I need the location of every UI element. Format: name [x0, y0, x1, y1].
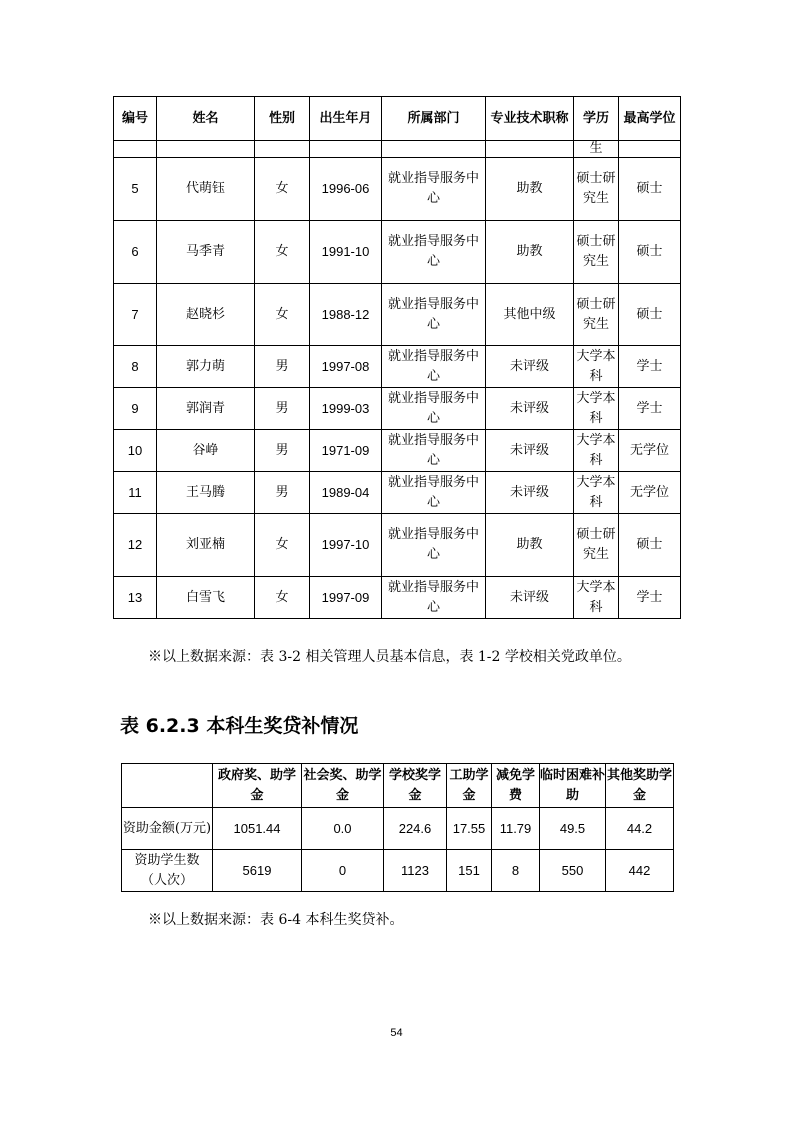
staff-cell: 硕士 — [619, 514, 681, 577]
staff-cell: 大学本科 — [574, 388, 619, 430]
table-row — [114, 472, 681, 514]
table-row — [114, 577, 681, 619]
aid-value-cell: 550 — [540, 850, 606, 892]
staff-cell — [114, 141, 157, 158]
staff-cell: 1999-03 — [310, 388, 382, 430]
staff-cell: 女 — [255, 284, 310, 346]
staff-cell: 硕士研究生 — [574, 284, 619, 346]
staff-cell: 9 — [114, 388, 157, 430]
aid-row-label: 资助学生数（人次） — [122, 850, 213, 892]
staff-cell: 代萌钰 — [157, 158, 255, 221]
staff-cell: 无学位 — [619, 430, 681, 472]
staff-cell: 13 — [114, 577, 157, 619]
staff-cell: 硕士 — [619, 284, 681, 346]
staff-cell: 就业指导服务中心 — [382, 346, 486, 388]
staff-cell: 马季青 — [157, 221, 255, 284]
staff-cell: 5 — [114, 158, 157, 221]
staff-cell: 1991-10 — [310, 221, 382, 284]
table-row-continued — [114, 141, 681, 158]
staff-cell — [619, 141, 681, 158]
table-row — [114, 158, 681, 221]
staff-cell: 大学本科 — [574, 346, 619, 388]
staff-cell: 学士 — [619, 346, 681, 388]
staff-header-cell: 最高学位 — [619, 97, 681, 141]
staff-cell: 1996-06 — [310, 158, 382, 221]
aid-header-cell: 临时困难补助 — [540, 764, 606, 808]
staff-cell: 1997-10 — [310, 514, 382, 577]
staff-cell: 学士 — [619, 388, 681, 430]
staff-cell: 男 — [255, 430, 310, 472]
staff-cell: 1971-09 — [310, 430, 382, 472]
staff-cell: 7 — [114, 284, 157, 346]
staff-cell: 就业指导服务中心 — [382, 158, 486, 221]
aid-header-cell: 社会奖、助学金 — [302, 764, 384, 808]
table-row — [114, 346, 681, 388]
aid-value-cell: 151 — [447, 850, 492, 892]
staff-header-cell: 姓名 — [157, 97, 255, 141]
aid-table — [121, 763, 674, 892]
staff-cell — [310, 141, 382, 158]
staff-cell: 硕士 — [619, 221, 681, 284]
staff-cell: 1988-12 — [310, 284, 382, 346]
staff-cell: 12 — [114, 514, 157, 577]
aid-value-cell: 49.5 — [540, 808, 606, 850]
staff-header-cell: 性别 — [255, 97, 310, 141]
staff-cell: 其他中级 — [486, 284, 574, 346]
staff-cell: 硕士 — [619, 158, 681, 221]
staff-cell: 大学本科 — [574, 430, 619, 472]
staff-cell: 未评级 — [486, 430, 574, 472]
table-row — [114, 514, 681, 577]
staff-cell: 11 — [114, 472, 157, 514]
staff-cell: 助教 — [486, 158, 574, 221]
page-number: 54 — [390, 1027, 403, 1039]
staff-cell: 8 — [114, 346, 157, 388]
aid-value-cell: 224.6 — [384, 808, 447, 850]
aid-header-cell: 减免学费 — [492, 764, 540, 808]
aid-value-cell: 1123 — [384, 850, 447, 892]
staff-cell: 就业指导服务中心 — [382, 221, 486, 284]
staff-cell: 就业指导服务中心 — [382, 577, 486, 619]
staff-cell: 1989-04 — [310, 472, 382, 514]
staff-cell: 就业指导服务中心 — [382, 430, 486, 472]
staff-cell: 硕士研究生 — [574, 221, 619, 284]
staff-cell: 谷峥 — [157, 430, 255, 472]
staff-cell: 助教 — [486, 221, 574, 284]
staff-cell: 就业指导服务中心 — [382, 472, 486, 514]
staff-cell: 10 — [114, 430, 157, 472]
staff-cell: 男 — [255, 346, 310, 388]
staff-header-cell: 编号 — [114, 97, 157, 141]
aid-value-cell: 5619 — [213, 850, 302, 892]
table-row — [122, 850, 674, 892]
staff-cell: 女 — [255, 158, 310, 221]
table-row — [114, 284, 681, 346]
staff-table — [113, 96, 681, 619]
table-row — [114, 388, 681, 430]
staff-cell: 未评级 — [486, 346, 574, 388]
staff-cell: 女 — [255, 577, 310, 619]
staff-cell: 就业指导服务中心 — [382, 388, 486, 430]
staff-cell — [255, 141, 310, 158]
aid-value-cell: 8 — [492, 850, 540, 892]
staff-cell: 男 — [255, 388, 310, 430]
staff-table-header-row — [114, 97, 681, 141]
staff-cell: 1997-08 — [310, 346, 382, 388]
source-note-1: ※以上数据来源：表 3-2 相关管理人员基本信息，表 1-2 学校相关党政单位。 — [148, 649, 631, 665]
staff-cell: 生 — [574, 141, 619, 158]
staff-cell: 王马腾 — [157, 472, 255, 514]
staff-cell: 未评级 — [486, 388, 574, 430]
staff-cell: 就业指导服务中心 — [382, 284, 486, 346]
staff-cell: 大学本科 — [574, 472, 619, 514]
table-row — [114, 221, 681, 284]
staff-header-cell: 学历 — [574, 97, 619, 141]
staff-cell: 硕士研究生 — [574, 158, 619, 221]
staff-header-cell: 专业技术职称 — [486, 97, 574, 141]
aid-row-label: 资助金额(万元) — [122, 808, 213, 850]
staff-cell: 就业指导服务中心 — [382, 514, 486, 577]
aid-value-cell: 11.79 — [492, 808, 540, 850]
staff-cell: 男 — [255, 472, 310, 514]
staff-cell: 白雪飞 — [157, 577, 255, 619]
staff-cell: 1997-09 — [310, 577, 382, 619]
staff-cell: 助教 — [486, 514, 574, 577]
aid-value-cell: 17.55 — [447, 808, 492, 850]
staff-cell: 未评级 — [486, 577, 574, 619]
table-row — [114, 430, 681, 472]
staff-cell: 无学位 — [619, 472, 681, 514]
staff-cell: 刘亚楠 — [157, 514, 255, 577]
aid-value-cell: 1051.44 — [213, 808, 302, 850]
staff-cell: 学士 — [619, 577, 681, 619]
staff-cell — [382, 141, 486, 158]
aid-header-cell: 其他奖助学金 — [606, 764, 674, 808]
staff-header-cell: 出生年月 — [310, 97, 382, 141]
staff-cell: 女 — [255, 221, 310, 284]
staff-cell: 大学本科 — [574, 577, 619, 619]
staff-cell: 硕士研究生 — [574, 514, 619, 577]
staff-cell: 郭润青 — [157, 388, 255, 430]
staff-cell: 女 — [255, 514, 310, 577]
staff-cell: 赵晓杉 — [157, 284, 255, 346]
source-note-2: ※以上数据来源：表 6-4 本科生奖贷补。 — [148, 912, 404, 928]
staff-cell: 6 — [114, 221, 157, 284]
aid-table-header-row — [122, 764, 674, 808]
aid-value-cell: 0 — [302, 850, 384, 892]
aid-header-cell: 政府奖、助学金 — [213, 764, 302, 808]
staff-header-cell: 所属部门 — [382, 97, 486, 141]
aid-value-cell: 442 — [606, 850, 674, 892]
staff-cell — [486, 141, 574, 158]
aid-header-cell: 学校奖学金 — [384, 764, 447, 808]
staff-cell: 郭力萌 — [157, 346, 255, 388]
aid-value-cell: 44.2 — [606, 808, 674, 850]
aid-table-corner — [122, 764, 213, 808]
staff-cell — [157, 141, 255, 158]
aid-value-cell: 0.0 — [302, 808, 384, 850]
table-row — [122, 808, 674, 850]
aid-header-cell: 工助学金 — [447, 764, 492, 808]
staff-cell: 未评级 — [486, 472, 574, 514]
section-title: 表 6.2.3 本科生奖贷补情况 — [120, 715, 359, 737]
